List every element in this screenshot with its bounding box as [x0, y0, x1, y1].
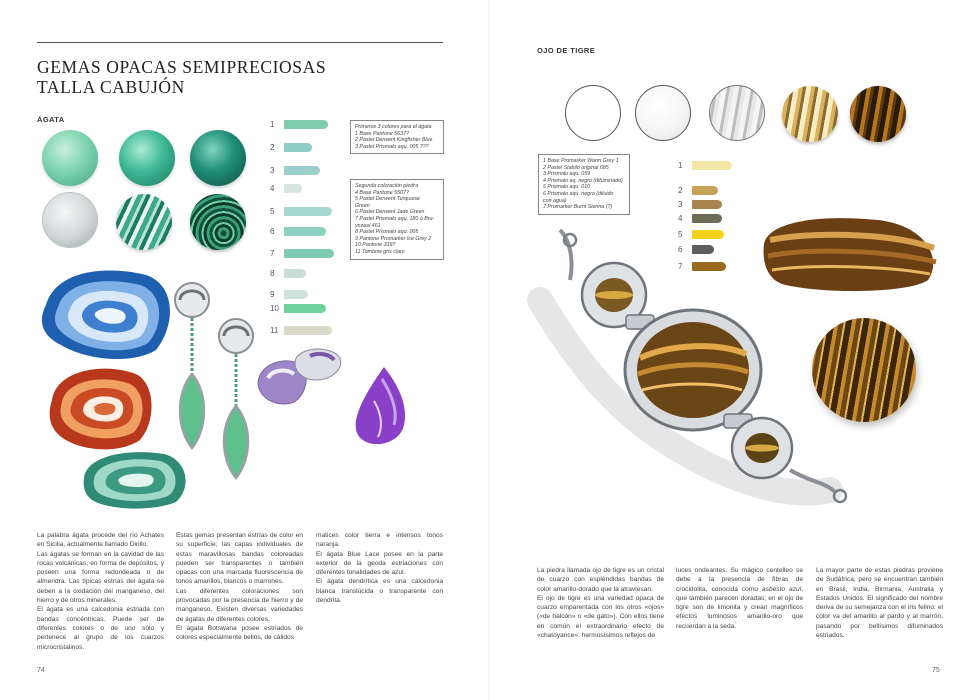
swatch-row: [270, 184, 302, 193]
text-run: luces ondeantes. Su mágico centelleo se debe a la presencia de fibras de crocidolita, conocida como: [676, 567, 803, 593]
note-line: 8 Pastel Prismalo aqu. 005: [355, 229, 419, 236]
text-column-2: [676, 566, 803, 631]
note-line: Green: [355, 202, 370, 209]
swatch-stroke: [284, 326, 332, 335]
title-line-1: GEMAS OPACAS SEMIPRECIOSAS: [37, 57, 327, 77]
swatch-number: 6: [678, 245, 683, 254]
note-line: 9 Pantone Promarker Ice Grey 2: [355, 235, 432, 242]
paragraph: La palabra ágata procede del río Achates en Sicilia, actualmente llamado Dirillo.: [37, 532, 164, 549]
note-line: 7 Promarker Burnt Sienna (?): [543, 204, 613, 211]
paragraph: El ágata Blue Lace posee en la parte exterior de la geoda estriaciones con diferentes tonalidades de azul.: [316, 550, 443, 577]
text-run-italic: asbesto azul: [761, 585, 802, 593]
swatch-row: [270, 143, 312, 152]
swatch-number: 1: [678, 161, 683, 170]
note-line: 1 Base Promarker Warm Grey 1: [543, 158, 619, 164]
text-column-1: [537, 566, 664, 640]
note-line: 2 Pastel Derwent Kingfisher Blue: [355, 137, 433, 144]
swatch-number: 6: [270, 227, 275, 236]
paragraph: El ágata dendrítica es una calcedonia blanca translúcida o transparente con dendrita.: [316, 578, 443, 605]
paragraph: [676, 566, 803, 631]
swatch-number: 11: [270, 326, 279, 335]
swatch-row: [270, 120, 328, 129]
note-line: 4 Prismalo aq. negro (difuminado): [543, 177, 623, 184]
title-line-2: TALLA CABUJÓN: [37, 77, 185, 97]
agate-sphere-1: [42, 130, 98, 186]
tiger-eye-slab: [758, 214, 942, 294]
swatch-row: [678, 161, 732, 170]
color-notes-second: [350, 179, 444, 260]
swatch-row: [270, 290, 308, 299]
agate-earrings: [166, 278, 266, 488]
swatch-stroke: [284, 304, 326, 313]
swatch-number: 9: [270, 290, 275, 299]
section-label-agata: ÁGATA: [37, 115, 65, 124]
swatch-number: 2: [678, 186, 683, 195]
purple-agate-teardrop: [352, 365, 408, 451]
swatch-stroke: [284, 269, 306, 278]
note-line: 5 Pastel Derwent Turquoise: [355, 196, 420, 203]
agate-slice-blue: [36, 265, 176, 365]
swatch-row: [270, 304, 326, 313]
swatch-row: [270, 326, 332, 335]
swatch-stroke: [284, 184, 302, 193]
purple-agate-cabochons: [254, 342, 344, 412]
swatch-stroke: [284, 143, 312, 152]
swatch-row: [678, 200, 722, 209]
swatch-stroke: [692, 186, 718, 195]
swatch-number: 10: [270, 304, 279, 313]
note-line: 3 Prismalo aqu. 059: [543, 171, 591, 178]
swatch-stroke: [692, 161, 732, 170]
swatch-number: 3: [270, 166, 275, 175]
paragraph: El ojo de tigre es una variedad opaca de cuarzo emparentada con los otros «ojos» («de halcón» o «de gato»). Con ellos tiene en común el extraordinario efecto de «chatoyance»: hermosísimos reflejos de: [537, 594, 664, 640]
text-column-2: [176, 531, 303, 643]
agate-sphere-5: [116, 194, 172, 250]
swatch-number: 4: [270, 184, 275, 193]
swatch-number: 1: [270, 120, 275, 129]
paragraph: Las diferentes coloraciones son provocadas por la presencia de hierro y de manganeso. Existen diversas variedades de ágatas de diferentes colores.: [176, 587, 303, 623]
agate-sphere-4: [42, 192, 98, 248]
text-column-3: [316, 531, 443, 605]
note-line: Segunda coloración piedra: [355, 183, 419, 189]
page-number-left: 74: [37, 667, 45, 674]
note-line: 2 Pastel Stabilo original 685: [543, 164, 609, 171]
swatch-number: 3: [678, 200, 683, 209]
agate-slice-red: [44, 362, 156, 454]
note-line: 4 Base Pantone 5507?: [355, 189, 409, 196]
page-title: [37, 57, 417, 97]
color-notes-first: [350, 120, 444, 154]
text-column-3: [816, 566, 943, 640]
swatch-number: 8: [270, 269, 275, 278]
note-line: 5 Prismalo aqu. 010: [543, 184, 591, 191]
swatch-number: 2: [270, 143, 275, 152]
note-line: ynzeel 461: [355, 222, 381, 229]
text-column-1: [37, 531, 164, 652]
swatch-stroke: [284, 249, 334, 258]
agate-sphere-2: [119, 130, 175, 186]
right-page: [490, 0, 980, 700]
swatch-stroke: [284, 290, 308, 299]
swatch-row: [270, 249, 334, 258]
swatch-number: 7: [270, 249, 275, 258]
section-label-ojo-de-tigre: OJO DE TIGRE: [537, 46, 596, 55]
swatch-stroke: [284, 227, 326, 236]
text-run: , que también parecen doradas; en el ojo de tigre son de limonita y crean magníficos efectos luminosos amarillo-oro que recuerdan a la seda.: [676, 585, 803, 630]
note-line: 6 Pastel Derwent Jade Green: [355, 209, 425, 216]
note-line: 7 Pastel Prismalo aqu. 180 ó Bru-: [355, 215, 435, 222]
paragraph: El ágata Botswana posee estriados de colores especialmente bellos, de cálidos: [176, 624, 303, 642]
tiger-eye-step-3: [709, 85, 765, 141]
tiger-eye-round-cabochon: [812, 318, 916, 422]
swatch-stroke: [284, 166, 320, 175]
swatch-row: [270, 207, 332, 216]
note-line: 6 Prismalo aqu. negro (diluido: [543, 190, 614, 197]
paragraph: Las ágatas se forman en la cavidad de las rocas volcánicas, en forma de depósitos, y poseen una forma redondeada o de almendra. Las típicas estrías del ágata se deben a la oxidación del manganeso, del hierro y de otros minerales.: [37, 550, 164, 605]
swatch-row: [270, 269, 306, 278]
tiger-eye-step-2: [635, 85, 691, 141]
paragraph: La piedra llamada ojo de tigre es un cristal de cuarzo con espléndidas bandas de color amarillo-dorado que la atraviesan.: [537, 567, 664, 593]
swatch-stroke: [284, 207, 332, 216]
top-rule: [37, 42, 443, 43]
swatch-row: [270, 227, 326, 236]
note-line: 3 Pastel Prismalo aqu. 005 ???: [355, 143, 429, 150]
swatch-stroke: [692, 200, 722, 209]
swatch-number: 7: [678, 262, 683, 271]
swatch-number: 5: [270, 207, 275, 216]
swatch-stroke: [284, 120, 328, 129]
swatch-row: [678, 186, 718, 195]
paragraph: El ágata es una calcedonia estriada con bandas concéntricas. Puede ser de diferentes colores o de uno sólo y pertenece al grupo de los cuarzos microcristalinos.: [37, 606, 164, 651]
tiger-eye-color-notes: [538, 154, 630, 215]
paragraph: matices color tierra e intensos tonos naranja.: [316, 532, 443, 549]
swatch-number: 4: [678, 214, 683, 223]
tiger-eye-step-5: [850, 86, 906, 142]
note-line: 11 Tombow gris claro: [355, 248, 405, 255]
swatch-row: [270, 166, 320, 175]
swatch-number: 5: [678, 230, 683, 239]
note-line: con agua): [543, 197, 567, 204]
page-number-right: 75: [932, 667, 940, 674]
note-line: 10 Pantone 339?: [355, 242, 396, 249]
paragraph: La mayor parte de estas piedras proviene de Sudáfrica, pero se encuentran también en Brasil, India, Birmania, Australia y Estados Unidos. El significado del nombre deriva de su semejanza con el iris felino: el color va del amarillo al pardo y al marrón, pasando por bellísimos difuminados estriados.: [816, 567, 943, 640]
agate-sphere-3: [190, 130, 246, 186]
tiger-eye-step-1: [565, 85, 621, 141]
agate-sphere-6: [190, 194, 246, 250]
note-line: 1 Base Pantone 5637?: [355, 130, 409, 137]
paragraph: Estas gemas presentan estrías de color en su superficie; las capas individuales de estas maravillosas bandas coloreadas pueden ser transparentes o también opacas con una marcada fluorescencia de tonos amarillos, blancos o marrones.: [176, 532, 303, 586]
note-line: Primeros 3 colores para el ágata: [355, 124, 432, 130]
tiger-eye-step-4: [782, 86, 838, 142]
